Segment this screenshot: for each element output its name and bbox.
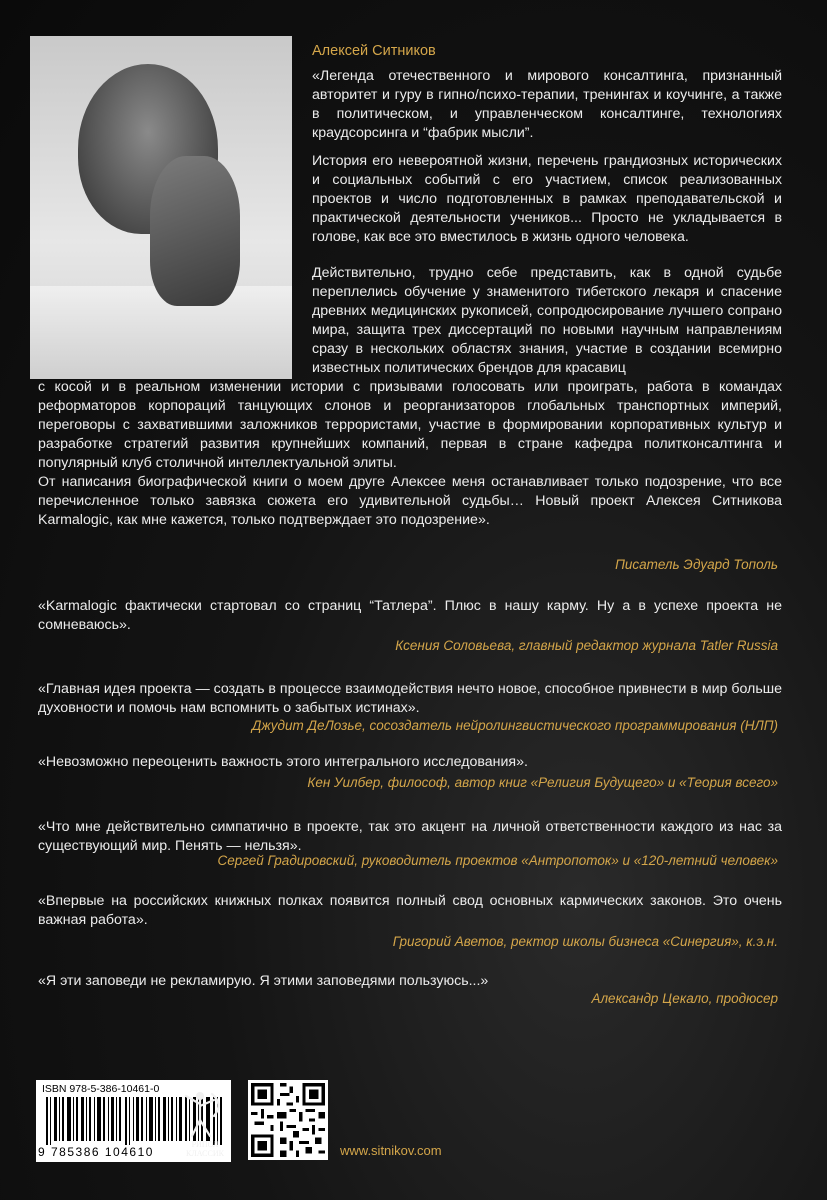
isbn-number: ISBN 978-5-386-10461-0	[42, 1083, 160, 1095]
author-name: Алексей Ситников	[312, 43, 436, 59]
intro-paragraph-4: От написания биографической книги о моем друге Алексее меня останавливает только подозрение, что все перечисленное только завязка сюжета его удивительной судьбы… Новый проект Алексея Ситникова Karmalogic, как мне кажется, только подтверждает это подозрение».	[38, 474, 782, 529]
quote-attribution: Джудит ДеЛозье, сосоздатель нейролингвистического программирования (НЛП)	[251, 718, 778, 733]
intro-paragraph-2: История его невероятной жизни, перечень грандиозных исторических и социальных событий с его участием, список реализованных проектов и число подготовленных в рамках преподавательской и практической деятельности учеников... Просто не укладывается в голове, как все это вместилось в жизнь одного человека.	[312, 153, 782, 246]
quote-text: «Karmalogic фактически стартовал со страниц “Татлера”. Плюс в нашу карму. Ну а в успехе проекта не сомневаюсь».	[38, 598, 782, 634]
publisher-name: РИПОЛ КЛАССИК	[186, 1140, 224, 1158]
quote-text: «Главная идея проекта — создать в процессе взаимодействия нечто новое, способное привнести в мир больше духовности и помочь нам вспомнить о забытых истинах».	[38, 681, 782, 717]
quote-text: «Невозможно переоценить важность этого интегрального исследования».	[38, 754, 528, 770]
quote-attribution: Сергей Градировский, руководитель проектов «Антропоток» и «120-летний человек»	[217, 853, 778, 868]
quote-text: «Что мне действительно симпатично в проекте, так это акцент на личной ответственности каждого из нас за существующий мир. Пенять — нельзя».	[38, 819, 782, 855]
topol-attribution: Писатель Эдуард Тополь	[615, 557, 778, 572]
intro-paragraph-1: «Легенда отечественного и мирового консалтинга, признанный авторитет и гуру в гипно/психо-терапии, тренингах и коучинге, а также в политическом, и управленческом консалтинге, технологиях краудсорсинга и “фабрик мысли”.	[312, 68, 782, 142]
photo-shirt	[30, 286, 292, 379]
photo-hand	[150, 156, 240, 306]
quote-attribution: Кен Уилбер, философ, автор книг «Религия Будущего» и «Теория всего»	[307, 775, 778, 790]
intro-paragraph-3-continued: с косой и в реальном изменении истории с призывами голосовать или проиграть, работа в командах реформаторов корпораций танцующих слонов и реорганизаторов глобальных транспортных империй, переговоры с захватившими заложников террористами, участие в формировании корпоративных культур и разработке стратегий развития крупнейших компаний, первая в стране кафедра политконсалтинга и популярный клуб столичной интеллектуальной элиты.	[38, 379, 782, 472]
quote-attribution: Александр Цекало, продюсер	[591, 991, 778, 1006]
intro-paragraph-3: Действительно, трудно себе представить, как в одной судьбе переплелись обучение у знаменитого тибетского лекаря и спасение древних медицинских рукописей, сопродюсирование лучшего сопрано мира, защита трех диссертаций по новыми научным направлениям сразу в нескольких областях знания, участие в создании всемирно известных политических брендов для красавиц	[312, 265, 782, 377]
quote-text: «Впервые на российских книжных полках появится полный свод основных кармических законов. Это очень важная работа».	[38, 893, 782, 929]
quote-attribution: Ксения Соловьева, главный редактор журнала Tatler Russia	[395, 638, 778, 653]
website-link[interactable]: www.sitnikov.com	[340, 1143, 442, 1158]
barcode-digits: 9 785386 104610	[38, 1145, 154, 1159]
qr-code	[248, 1080, 328, 1160]
author-photo	[30, 36, 292, 379]
quote-text: «Я эти заповеди не рекламирую. Я этими заповедями пользуюсь...»	[38, 973, 489, 989]
quote-attribution: Григорий Аветов, ректор школы бизнеса «Синергия», к.э.н.	[392, 934, 778, 949]
